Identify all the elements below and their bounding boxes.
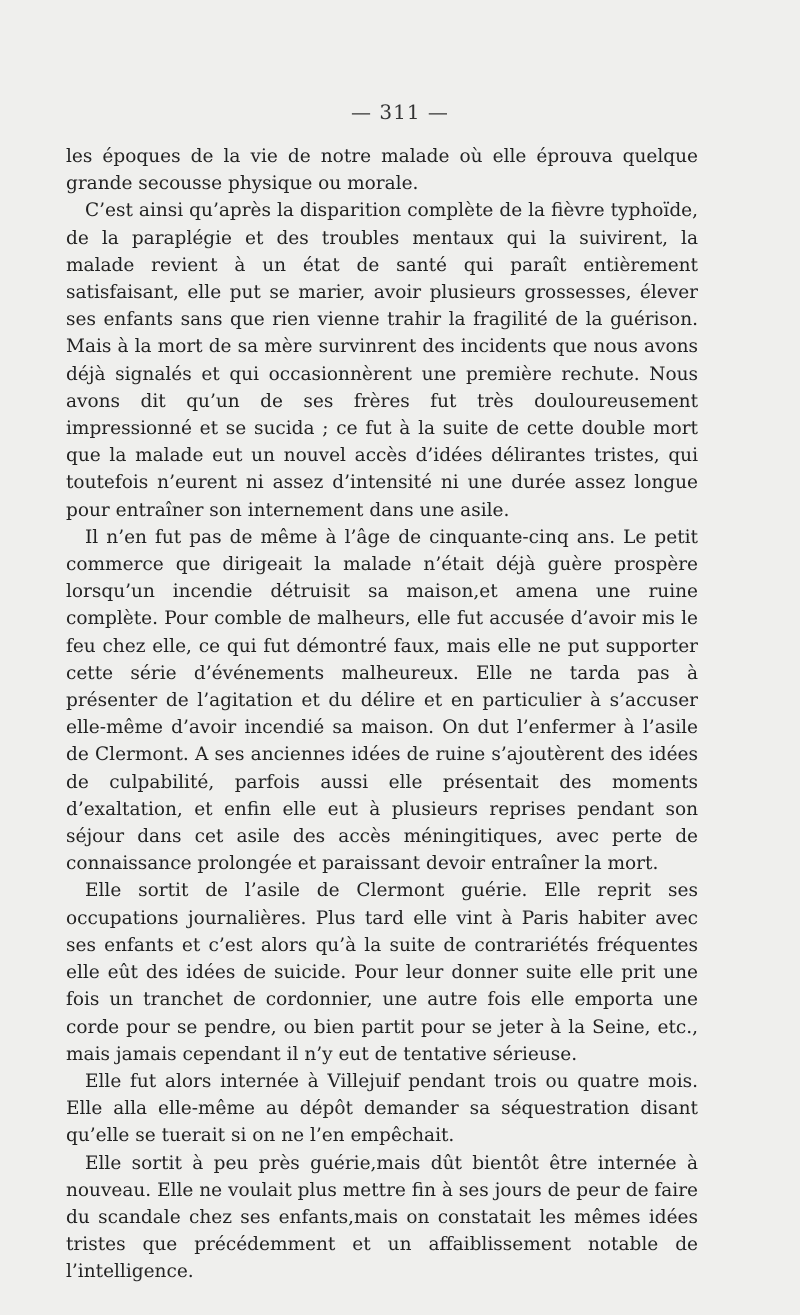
paragraph-1: les époques de la vie de notre malade où elle éprouva quelque grande secousse physique ou morale. xyxy=(66,146,698,195)
paragraph-2: C’est ainsi qu’après la disparition complète de la fièvre typhoïde, de la paraplégie et des troubles mentaux qui la suivirent, la malade revient à un état de santé qui paraît entièrement satisfaisant, elle put se marier, avoir plusieurs grossesses, élever ses enfants sans que rien vienne trahir la fragilité de la guérison. Mais à la mort de sa mère survinrent des incidents que nous avons déjà signalés et qui occasionnèrent une première rechute. Nous avons dit qu’un de ses frères fut très douloureusement impressionné et se sucida ; ce fut à la suite de cette double mort que la malade eut un nouvel accès d’idées délirantes tristes, qui toutefois n’eurent ni assez d’intensité ni une durée assez longue pour entraîner son internement dans une asile. xyxy=(66,200,698,521)
paragraph-5: Elle fut alors internée à Villejuif pendant trois ou quatre mois. Elle alla elle-même au dépôt demander sa séquestration disant qu’elle se tuerait si on ne l’en empêchait. xyxy=(66,1070,698,1147)
paragraph-6: Elle sortit à peu près guérie,mais dût bientôt être internée à nouveau. Elle ne voulait plus mettre fin à ses jours de peur de faire du scandale chez ses enfants,mais on constatait les mêmes idées tristes que précédemment et un affaiblissement notable de l’intelligence. xyxy=(66,1152,698,1283)
body-text xyxy=(66,143,698,1286)
paragraph-4: Elle sortit de l’asile de Clermont guérie. Elle reprit ses occupations journalières. Plus tard elle vint à Paris habiter avec ses enfants et c’est alors qu’à la suite de contrariétés fréquentes elle eût des idées de suicide. Pour leur donner suite elle prit une fois un tranchet de cordonnier, une autre fois elle emporta une corde pour se pendre, ou bien partit pour se jeter à la Seine, etc., mais jamais cependant il n’y eut de tentative sérieuse. xyxy=(66,880,698,1065)
paragraph-3: Il n’en fut pas de même à l’âge de cinquante-cinq ans. Le petit commerce que dirigeait la malade n’était déjà guère prospère lorsqu’un incendie détruisit sa maison,et amena une ruine complète. Pour comble de malheurs, elle fut accusée d’avoir mis le feu chez elle, ce qui fut démontré faux, mais elle ne put supporter cette série d’événements malheureux. Elle ne tarda pas à présenter de l’agitation et du délire et en particulier à s’accuser elle-même d’avoir incendié sa maison. On dut l’enfermer à l’asile de Clermont. A ses anciennes idées de ruine s’ajoutèrent des idées de culpabilité, parfois aussi elle présentait des moments d’exaltation, et enfin elle eut à plusieurs reprises pendant son séjour dans cet asile des accès méningitiques, avec perte de connaissance prolongée et paraissant devoir entraîner la mort. xyxy=(66,526,698,875)
page-number: — 311 — xyxy=(351,100,449,124)
